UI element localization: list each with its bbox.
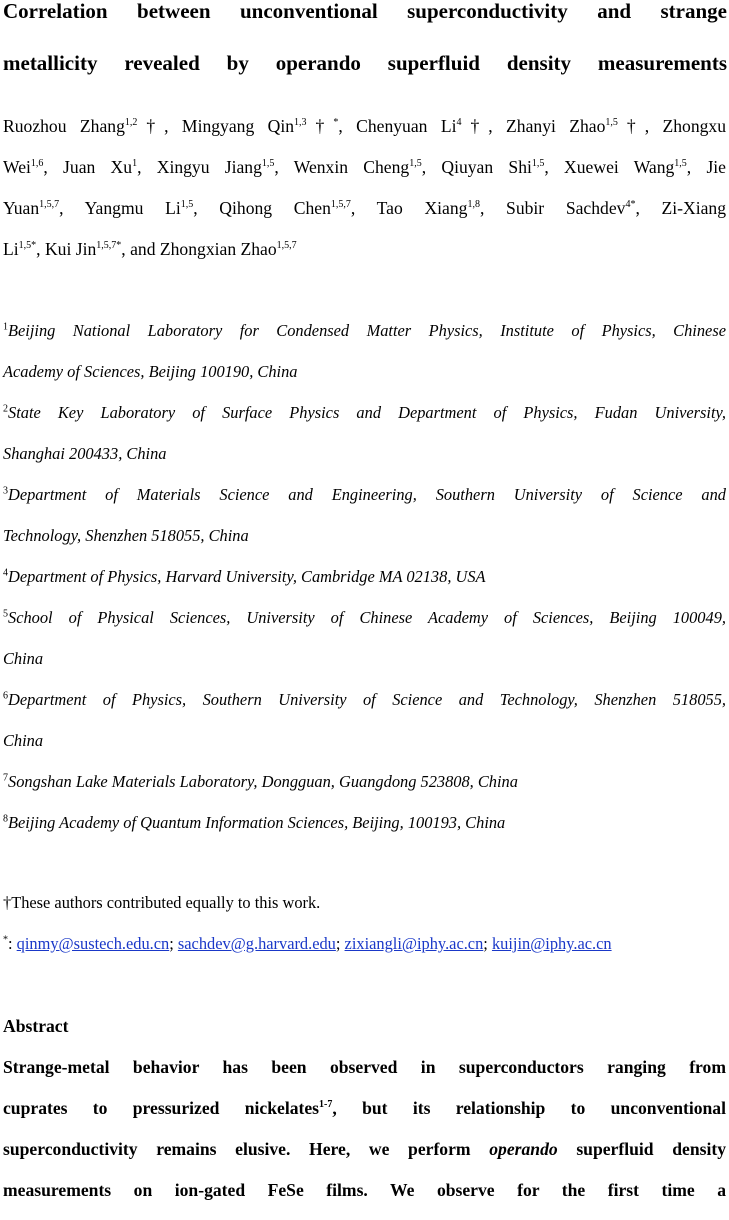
affiliation-number: 4 xyxy=(3,567,8,579)
affiliation-marker: 1,3 xyxy=(294,117,307,129)
email-separator: ; xyxy=(483,934,492,953)
abstract-line: Strange-metal behavior has been observed in superconductors ranging from xyxy=(3,1057,726,1077)
author-name: Yangmu Li xyxy=(63,198,181,218)
affiliation-text: Songshan Lake Materials Laboratory, Dongguan, Guangdong 523808, China xyxy=(8,772,518,791)
author-name: Subir Sachdev xyxy=(484,198,626,218)
paper-title-line-2: metallicity revealed by operando superfluid density measurements xyxy=(3,51,727,75)
abstract-line xyxy=(3,1097,726,1138)
affiliation-text: Department of Materials Science and Engineering, Southern University of Science and xyxy=(8,485,726,504)
affiliation-item xyxy=(3,689,726,771)
affiliation-line: China xyxy=(3,731,44,750)
affiliation-marker: 1,5 xyxy=(409,158,422,170)
author-line xyxy=(3,197,726,238)
author-list xyxy=(3,115,726,279)
affiliation-marker: 1,5,7 xyxy=(276,240,297,252)
affiliation-marker: 1,2 xyxy=(124,117,138,129)
affiliation-line: Shanghai 200433, China xyxy=(3,444,167,463)
abstract-emphasis: operando xyxy=(489,1139,558,1159)
paper-title-line-1: Correlation between unconventional superconductivity and strange xyxy=(3,0,727,23)
affiliation-number: 8 xyxy=(3,813,8,825)
affiliation-line xyxy=(3,689,726,730)
affiliation-item xyxy=(3,566,726,607)
affiliation-text: Department of Physics, Southern University of Science and Technology, Shenzhen 518055, xyxy=(8,690,726,709)
affiliation-marker: 1,5 xyxy=(531,158,545,170)
author-mark: , xyxy=(544,157,549,177)
affiliation-item xyxy=(3,402,726,484)
affiliation-text: Department of Physics, Harvard University, Cambridge MA 02138, USA xyxy=(8,567,486,586)
author-name: Jie xyxy=(691,157,726,177)
author-mark: †, xyxy=(137,116,169,136)
affiliation-marker: 4* xyxy=(625,199,636,211)
abstract-heading: Abstract xyxy=(3,1016,69,1036)
email-separator: ; xyxy=(335,934,345,953)
affiliation-line: Academy of Sciences, Beijing 100190, China xyxy=(3,362,298,381)
citation-marker: 1-7 xyxy=(319,1099,333,1111)
affiliation-line xyxy=(3,812,726,853)
author-mark: , xyxy=(36,239,41,259)
author-mark: , xyxy=(635,198,640,218)
corresponding-marker: * xyxy=(333,117,339,129)
affiliation-number: 1 xyxy=(3,321,8,333)
author-mark: , xyxy=(274,157,279,177)
email-link-zixiangli[interactable]: zixiangli@iphy.ac.cn xyxy=(344,934,484,953)
author-name: Zi-Xiang xyxy=(639,198,727,218)
affiliation-item xyxy=(3,771,726,812)
corresponding-emails xyxy=(3,933,612,955)
author-name: Chenyuan Li xyxy=(342,116,457,136)
author-mark: , xyxy=(137,157,142,177)
affiliation-item xyxy=(3,812,726,853)
affiliation-number: 6 xyxy=(3,690,8,702)
author-line xyxy=(3,238,726,279)
affiliation-marker: 1,5 xyxy=(674,158,687,170)
abstract-line: measurements on ion-gated FeSe films. We observe for the first time a xyxy=(3,1180,726,1200)
affiliation-text: Beijing Academy of Quantum Information Sciences, Beijing, 100193, China xyxy=(8,813,506,832)
author-name: Kui Jin xyxy=(40,239,97,259)
email-link-kuijin[interactable]: kuijin@iphy.ac.cn xyxy=(491,934,612,953)
affiliation-line: Technology, Shenzhen 518055, China xyxy=(3,526,249,545)
author-mark: , xyxy=(59,198,64,218)
author-mark: , xyxy=(479,198,485,218)
affiliation-marker: 1,8 xyxy=(467,199,480,211)
author-mark: , xyxy=(421,157,427,177)
author-mark: , xyxy=(686,157,692,177)
affiliation-item xyxy=(3,484,726,566)
affiliation-line xyxy=(3,402,726,443)
affiliation-text: School of Physical Sciences, University of Chinese Academy of Sciences, Beijing 100049, xyxy=(8,608,726,627)
abstract-text: superconductivity remains elusive. Here, we perform xyxy=(3,1139,471,1159)
author-mark: , xyxy=(350,198,356,218)
author-name: Mingyang Qin xyxy=(168,116,295,136)
affiliation-marker: 4 xyxy=(456,117,462,129)
affiliation-marker: 1,6 xyxy=(30,158,44,170)
author-mark: †, xyxy=(617,116,650,136)
author-name: Qihong Chen xyxy=(197,198,331,218)
affiliation-marker: 1,5 xyxy=(261,158,275,170)
author-mark: , xyxy=(43,157,48,177)
author-name: Li xyxy=(3,239,19,259)
abstract-text: , but its relationship to unconventional xyxy=(332,1098,726,1118)
author-name: Qiuyan Shi xyxy=(426,157,532,177)
affiliation-line xyxy=(3,566,726,607)
affiliation-number: 7 xyxy=(3,772,8,784)
author-mark: †, xyxy=(461,116,493,136)
affiliation-number: 3 xyxy=(3,485,8,497)
abstract-body xyxy=(3,1056,726,1220)
author-name: Zhanyi Zhao xyxy=(492,116,606,136)
author-name: and Zhongxian Zhao xyxy=(125,239,277,259)
affiliation-marker: 1,5* xyxy=(18,240,37,252)
abstract-text: cuprates to pressurized nickelates xyxy=(3,1098,320,1118)
affiliation-list xyxy=(3,320,726,853)
affiliation-line: China xyxy=(3,649,44,668)
affiliation-text: Beijing National Laboratory for Condensed Matter Physics, Institute of Physics, Chinese xyxy=(8,321,726,340)
author-name: Xuewei Wang xyxy=(548,157,675,177)
affiliation-line xyxy=(3,320,726,361)
author-name: Xingyu Jiang xyxy=(141,157,262,177)
author-line xyxy=(3,156,726,197)
affiliation-item xyxy=(3,607,726,689)
author-line xyxy=(3,115,726,156)
author-name: Yuan xyxy=(3,198,40,218)
emails-colon: : xyxy=(8,934,17,953)
email-separator: ; xyxy=(169,934,178,953)
affiliation-marker: 1,5,7* xyxy=(96,240,122,252)
affiliation-text: State Key Laboratory of Surface Physics and Department of Physics, Fudan University, xyxy=(8,403,726,422)
email-link-sachdev[interactable]: sachdev@g.harvard.edu xyxy=(177,934,336,953)
author-name: Wenxin Cheng xyxy=(278,157,410,177)
affiliation-marker: 1 xyxy=(132,158,138,170)
author-name: Zhongxu xyxy=(649,116,727,136)
affiliation-line xyxy=(3,607,726,648)
equal-contribution-note: †These authors contributed equally to this work. xyxy=(3,893,321,912)
abstract-line xyxy=(3,1138,726,1179)
author-mark: , xyxy=(338,116,343,136)
affiliation-marker: 1,5,7 xyxy=(39,199,60,211)
affiliation-number: 2 xyxy=(3,403,8,415)
author-name: Ruozhou Zhang xyxy=(3,116,125,136)
author-mark: , xyxy=(121,239,126,259)
author-name: Juan Xu xyxy=(47,157,133,177)
affiliation-marker: 1,5 xyxy=(180,199,194,211)
affiliation-marker: 1,5,7 xyxy=(330,199,351,211)
affiliation-line xyxy=(3,484,726,525)
affiliation-marker: 1,5 xyxy=(605,117,618,129)
author-name: Tao Xiang xyxy=(355,198,468,218)
abstract-text: superfluid density xyxy=(557,1139,726,1159)
email-link-qinmy[interactable]: qinmy@sustech.edu.cn xyxy=(16,934,170,953)
affiliation-line xyxy=(3,771,726,812)
author-mark: , xyxy=(193,198,198,218)
corresponding-marker: * xyxy=(3,934,8,946)
author-mark: † xyxy=(306,116,334,136)
affiliation-number: 5 xyxy=(3,608,8,620)
affiliation-item xyxy=(3,320,726,402)
author-name: Wei xyxy=(3,157,31,177)
